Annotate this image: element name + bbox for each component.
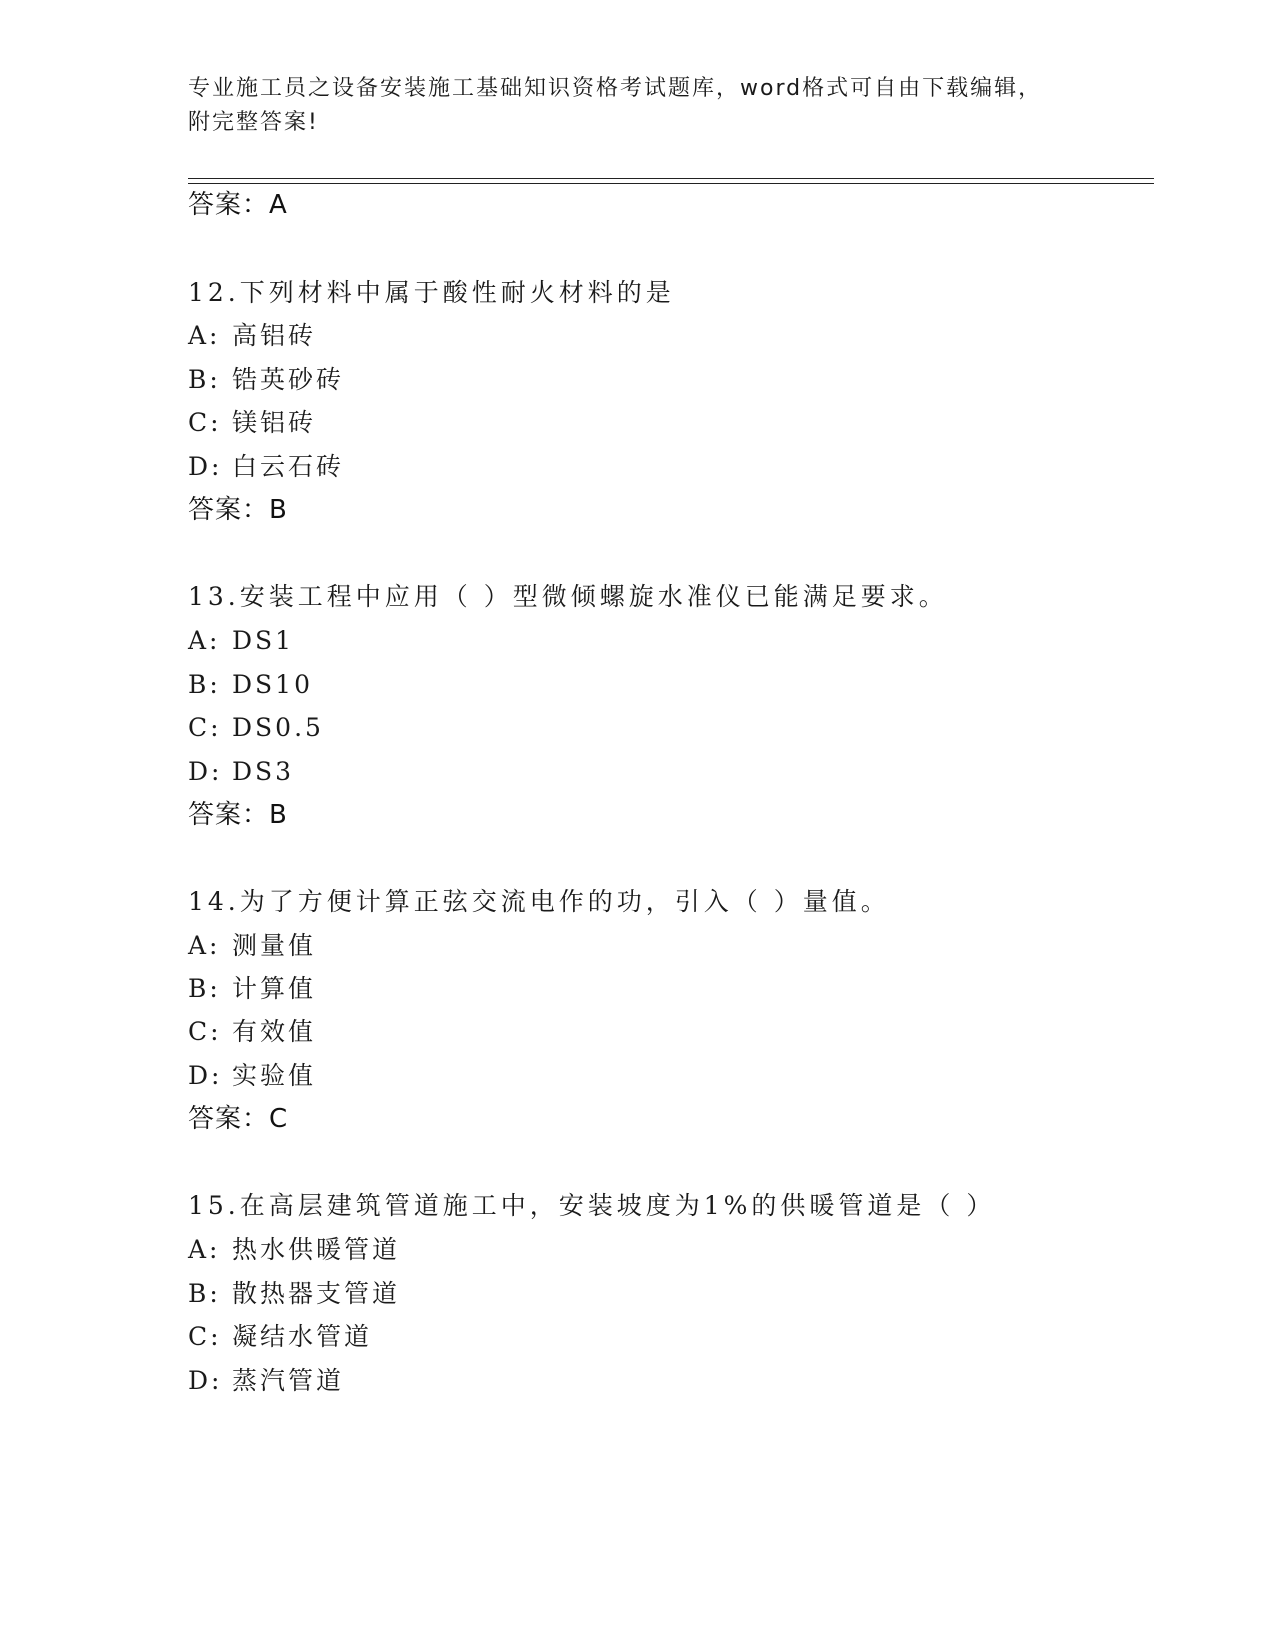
option-key: A: <box>188 931 221 960</box>
option-14-b <box>188 972 316 1006</box>
option-14-a <box>188 929 316 963</box>
option-key: A: <box>188 626 221 655</box>
option-12-b <box>188 363 344 397</box>
option-12-a <box>188 319 316 353</box>
option-15-d <box>188 1364 344 1398</box>
option-text: 散热器支管道 <box>232 1279 401 1308</box>
option-key: B: <box>188 670 221 699</box>
option-key: D: <box>188 452 223 481</box>
option-text: DS1 <box>232 626 295 655</box>
option-key: B: <box>188 974 221 1003</box>
header-divider-bottom <box>188 183 1154 184</box>
option-12-c <box>188 406 316 440</box>
option-15-c <box>188 1320 372 1354</box>
option-text: 凝结水管道 <box>232 1322 373 1351</box>
option-text: 计算值 <box>232 974 317 1003</box>
answer-13: 答案：B <box>188 800 288 830</box>
option-key: C: <box>188 1017 222 1046</box>
option-text: 热水供暖管道 <box>232 1235 401 1264</box>
option-13-a <box>188 624 294 658</box>
document-header <box>188 72 1088 140</box>
option-key: D: <box>188 1366 223 1395</box>
question-15: 15.在高层建筑管道施工中，安装坡度为1%的供暖管道是（ ） <box>188 1191 996 1220</box>
option-key: D: <box>188 1061 223 1090</box>
option-text: 实验值 <box>232 1061 317 1090</box>
option-text: DS10 <box>232 670 313 699</box>
option-13-d <box>188 755 294 789</box>
option-text: 锆英砂砖 <box>232 365 345 394</box>
option-12-d <box>188 450 344 484</box>
option-key: C: <box>188 713 222 742</box>
option-text: 测量值 <box>232 931 317 960</box>
option-15-a <box>188 1233 400 1267</box>
option-text: 高铝砖 <box>232 321 317 350</box>
header-line-1: 专业施工员之设备安装施工基础知识资格考试题库，word格式可自由下载编辑， <box>188 76 1043 101</box>
option-key: A: <box>188 321 221 350</box>
option-text: 镁铝砖 <box>232 408 317 437</box>
option-13-c <box>188 711 324 745</box>
option-key: B: <box>188 1279 221 1308</box>
option-13-b <box>188 668 313 702</box>
option-text: DS0.5 <box>232 713 324 742</box>
answer-12: 答案：B <box>188 495 288 525</box>
option-15-b <box>188 1277 400 1311</box>
option-key: D: <box>188 757 223 786</box>
option-text: 白云石砖 <box>232 452 345 481</box>
option-text: 蒸汽管道 <box>232 1366 345 1395</box>
option-key: B: <box>188 365 221 394</box>
option-key: A: <box>188 1235 221 1264</box>
option-14-c <box>188 1015 316 1049</box>
header-divider-top <box>188 178 1154 179</box>
question-14: 14.为了方便计算正弦交流电作的功，引入（ ）量值。 <box>188 887 890 916</box>
answer-11: 答案：A <box>188 190 288 220</box>
question-12: 12.下列材料中属于酸性耐火材料的是 <box>188 278 675 307</box>
answer-14: 答案：C <box>188 1104 289 1134</box>
option-key: C: <box>188 408 222 437</box>
header-line-2: 附完整答案! <box>188 110 319 135</box>
option-14-d <box>188 1059 316 1093</box>
option-key: C: <box>188 1322 222 1351</box>
option-text: DS3 <box>232 757 295 786</box>
option-text: 有效值 <box>232 1017 317 1046</box>
question-13: 13.安装工程中应用（ ）型微倾螺旋水准仪已能满足要求。 <box>188 582 948 611</box>
